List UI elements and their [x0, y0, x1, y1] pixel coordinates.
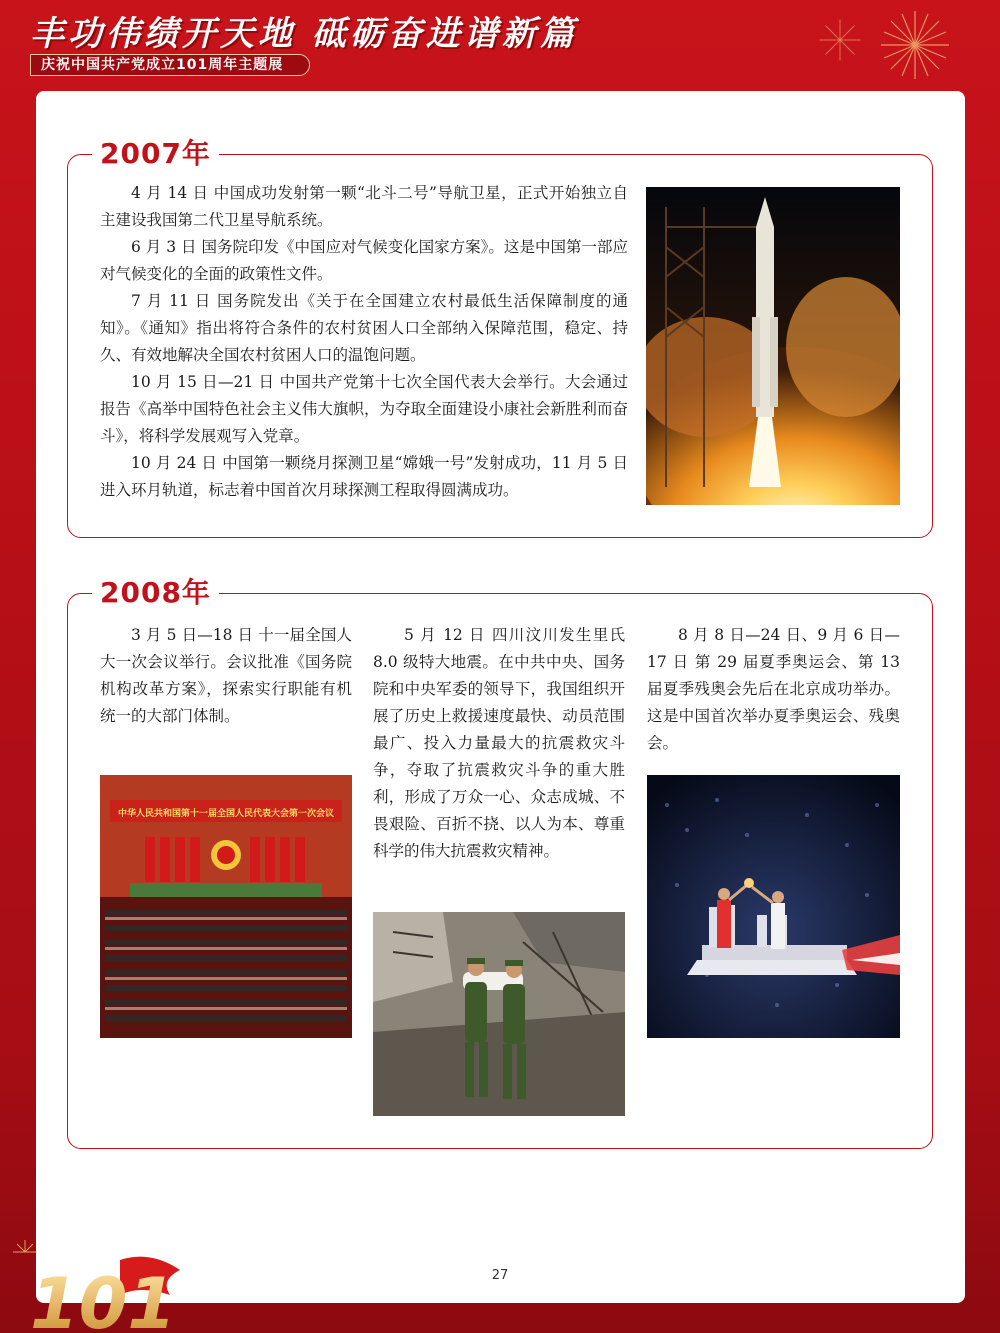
- column-2008-1-text: [100, 622, 352, 730]
- paragraph-2007-5: 10 月 24 日 中国第一颗绕月探测卫星“嫦娥一号”发射成功，11 月 5 日进入环月轨道，标志着中国首次月球探测工程取得圆满成功。: [100, 454, 628, 499]
- paragraph-2008-1: 3 月 5 日—18 日 十一届全国人大一次会议举行。会议批准《国务院机构改革方案》，探索实行职能有机统一的大部门体制。: [100, 626, 352, 725]
- paragraph-2007-2: 6 月 3 日 国务院印发《中国应对气候变化国家方案》。这是中国第一部应对气候变化的全面的政策性文件。: [100, 238, 628, 283]
- firework-decoration-icon: [780, 0, 960, 90]
- svg-text:101: 101: [30, 1263, 177, 1333]
- party-101-logo-icon: [0, 1240, 190, 1333]
- section-2007-year: 2007年: [92, 132, 219, 172]
- rocket-launch-photo: [646, 187, 900, 505]
- olympic-torch-photo: [647, 775, 900, 1038]
- congress-banner: 中华人民共和国第十一届全国人民代表大会第一次会议: [117, 809, 335, 819]
- earthquake-rescue-photo: [373, 912, 625, 1116]
- page-number: 27: [491, 1268, 509, 1283]
- section-2007-text: [100, 180, 628, 504]
- paragraph-2008-2: 5 月 12 日 四川汶川发生里氏 8.0 级特大地震。在中共中央、国务院和中央军委的领导下，我国组织开展了历史上救援速度最快、动员范围最广、投入力量最大的抗震救灾斗争，夺取了抗震救灾斗争的重大胜利，形成了万众一心、众志成城、不畏艰险、百折不挠、以人为本、尊重科学的伟大抗震救灾精神。: [373, 626, 625, 860]
- paragraph-2008-3: 8 月 8 日—24 日、9 月 6 日—17 日 第 29 届夏季奥运会、第 13 届夏季残奥会先后在北京成功举办。这是中国首次举办夏季奥运会、残奥会。: [647, 626, 900, 752]
- header-subtitle: 庆祝中国共产党成立101周年主题展: [30, 54, 310, 76]
- paragraph-2007-1: 4 月 14 日 中国成功发射第一颗“北斗二号”导航卫星，正式开始独立自主建设我国第二代卫星导航系统。: [100, 184, 628, 229]
- header-title: 丰功伟绩开天地 砥砺奋进谱新篇: [30, 14, 578, 54]
- paragraph-2007-4: 10 月 15 日—21 日 中国共产党第十七次全国代表大会举行。大会通过报告《高举中国特色社会主义伟大旗帜，为夺取全面建设小康社会新胜利而奋斗》，将科学发展观写入党章。: [100, 373, 628, 445]
- section-2008-year: 2008年: [92, 571, 219, 611]
- paragraph-2007-3: 7 月 11 日 国务院发出《关于在全国建立农村最低生活保障制度的通知》。《通知》指出将符合条件的农村贫困人口全部纳入保障范围，稳定、持久、有效地解决全国农村贫困人口的温饱问题。: [100, 292, 628, 364]
- column-2008-3-text: [647, 622, 900, 757]
- column-2008-2-text: [373, 622, 625, 865]
- congress-hall-photo: [100, 775, 352, 1038]
